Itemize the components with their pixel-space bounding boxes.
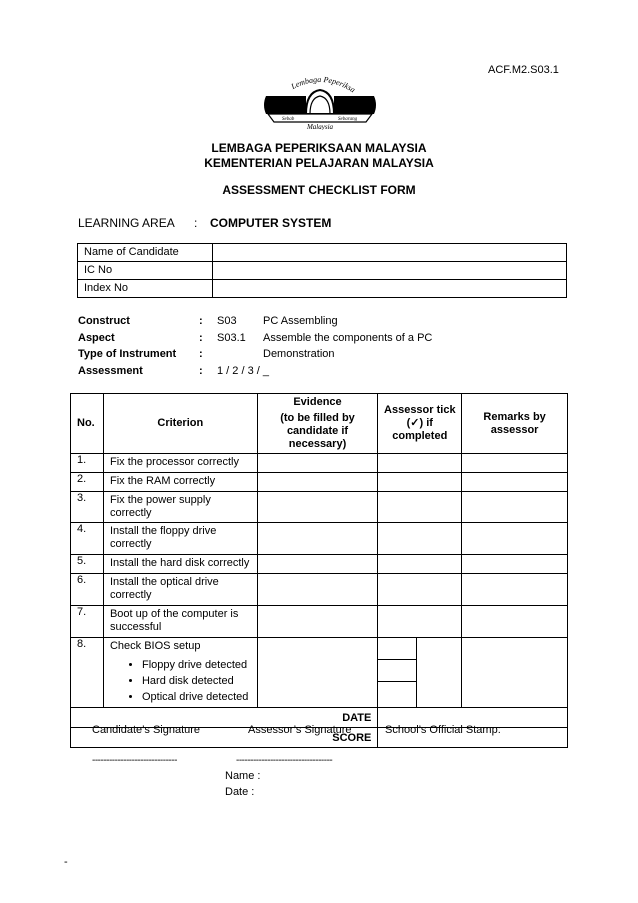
detail-aspect bbox=[0, 332, 638, 348]
detail-code: S03 bbox=[217, 315, 237, 327]
checklist-header-row bbox=[71, 394, 568, 454]
detail-value: PC Assembling bbox=[263, 315, 338, 327]
table-row bbox=[71, 492, 568, 523]
score-label: SCORE bbox=[71, 728, 378, 748]
header-assessor-tick: Assessor tick (✓) if completed bbox=[378, 394, 462, 454]
row-remarks-field[interactable] bbox=[462, 606, 568, 638]
detail-code: 1 / 2 / 3 / _ bbox=[217, 365, 269, 377]
candidate-name-row bbox=[78, 244, 567, 262]
detail-colon: : bbox=[199, 332, 203, 344]
bios-tick-optical[interactable] bbox=[378, 682, 417, 707]
header-evidence-title: Evidence bbox=[293, 396, 342, 408]
logo-top-text: Lembaga Peperiksa bbox=[289, 74, 357, 95]
row-criterion: Install the hard disk correctly bbox=[103, 555, 257, 574]
header-evidence-note: (to be filled by candidate if necessary) bbox=[280, 412, 355, 450]
learning-area-colon: : bbox=[194, 216, 198, 230]
table-row bbox=[71, 606, 568, 638]
row-criterion bbox=[103, 638, 257, 708]
svg-text:Lembaga Peperiksaan bbox=[262, 74, 357, 94]
form-title: ASSESSMENT CHECKLIST FORM bbox=[222, 183, 416, 197]
row-number: 6. bbox=[71, 574, 104, 606]
candidate-name-label: Name of Candidate bbox=[78, 244, 213, 262]
assessor-signature-label: Assessor’s Signature bbox=[248, 724, 352, 736]
row-number: 3. bbox=[71, 492, 104, 523]
detail-colon: : bbox=[199, 365, 203, 377]
bios-tick-cell bbox=[378, 638, 462, 708]
row-evidence-field[interactable] bbox=[257, 492, 378, 523]
row-remarks-field[interactable] bbox=[462, 492, 568, 523]
row-number: 1. bbox=[71, 454, 104, 473]
ic-no-label: IC No bbox=[78, 262, 213, 280]
table-row bbox=[71, 555, 568, 574]
row-number: 2. bbox=[71, 473, 104, 492]
candidate-signature-label: Candidate’s Signature bbox=[92, 724, 201, 736]
bios-subitem-list bbox=[110, 657, 251, 705]
row-number: 5. bbox=[71, 555, 104, 574]
org-name: LEMBAGA PEPERIKSAAN MALAYSIA bbox=[211, 141, 427, 155]
logo-left-text: Sebab bbox=[282, 117, 295, 122]
bios-criterion-label: Check BIOS setup bbox=[109, 640, 201, 652]
table-row-bios bbox=[71, 638, 568, 708]
row-evidence-field[interactable] bbox=[257, 473, 378, 492]
bios-subitem-floppy: • Floppy drive detected bbox=[142, 657, 251, 673]
detail-label: Assessment bbox=[78, 365, 143, 377]
candidate-signature-line[interactable]: ------------------------------ bbox=[92, 755, 177, 766]
row-number: 4. bbox=[71, 523, 104, 555]
detail-assessment bbox=[0, 365, 638, 381]
ic-no-row bbox=[78, 262, 567, 280]
assessor-signature-line[interactable]: ---------------------------------- bbox=[236, 755, 333, 766]
assessor-name-label: Name : bbox=[225, 770, 261, 782]
document-reference: ACF.M2.S03.1 bbox=[488, 64, 559, 76]
row-tick-field[interactable] bbox=[378, 473, 462, 492]
detail-label: Construct bbox=[78, 315, 130, 327]
row-evidence-field[interactable] bbox=[257, 523, 378, 555]
row-evidence-field[interactable] bbox=[257, 638, 378, 708]
header-evidence bbox=[257, 394, 378, 454]
row-tick-field[interactable] bbox=[378, 492, 462, 523]
row-criterion: Boot up of the computer is successful bbox=[103, 606, 257, 638]
row-evidence-field[interactable] bbox=[257, 555, 378, 574]
detail-value: Demonstration bbox=[263, 348, 335, 360]
row-number: 7. bbox=[71, 606, 104, 638]
table-row bbox=[71, 473, 568, 492]
bios-subitem-harddisk: • Hard disk detected bbox=[142, 673, 251, 689]
detail-colon: : bbox=[199, 315, 203, 327]
row-number: 8. bbox=[71, 638, 104, 708]
ic-no-field[interactable] bbox=[213, 262, 567, 280]
row-evidence-field[interactable] bbox=[257, 454, 378, 473]
row-tick-field[interactable] bbox=[378, 555, 462, 574]
row-remarks-field[interactable] bbox=[462, 574, 568, 606]
learning-area-label: LEARNING AREA bbox=[78, 216, 175, 230]
row-criterion: Fix the processor correctly bbox=[103, 454, 257, 473]
detail-label: Type of Instrument bbox=[78, 348, 177, 360]
row-tick-field[interactable] bbox=[378, 606, 462, 638]
row-evidence-field[interactable] bbox=[257, 606, 378, 638]
row-remarks-field[interactable] bbox=[462, 454, 568, 473]
learning-area-value: COMPUTER SYSTEM bbox=[210, 216, 332, 230]
row-evidence-field[interactable] bbox=[257, 574, 378, 606]
table-row bbox=[71, 574, 568, 606]
header-no: No. bbox=[71, 394, 104, 454]
row-remarks-field[interactable] bbox=[462, 555, 568, 574]
table-row bbox=[71, 523, 568, 555]
detail-value: Assemble the components of a PC bbox=[263, 332, 433, 344]
school-stamp-label: School’s Official Stamp: bbox=[385, 724, 501, 736]
row-criterion: Fix the power supply correctly bbox=[103, 492, 257, 523]
logo-right-text: Sebarang bbox=[338, 117, 358, 122]
row-tick-field[interactable] bbox=[378, 454, 462, 473]
bios-tick-floppy[interactable] bbox=[378, 638, 417, 660]
candidate-info-table bbox=[77, 243, 567, 298]
candidate-name-field[interactable] bbox=[213, 244, 567, 262]
detail-label: Aspect bbox=[78, 332, 115, 344]
index-no-label: Index No bbox=[78, 280, 213, 298]
logo-bottom-text: Malaysia bbox=[306, 123, 334, 130]
row-tick-field[interactable] bbox=[378, 523, 462, 555]
bell-emblem-icon bbox=[262, 74, 378, 130]
row-criterion: Fix the RAM correctly bbox=[103, 473, 257, 492]
bios-subitem-optical: • Optical drive detected bbox=[142, 689, 251, 705]
footer-mark: - bbox=[64, 856, 68, 868]
row-remarks-field[interactable] bbox=[462, 473, 568, 492]
detail-construct bbox=[0, 315, 638, 331]
table-row bbox=[71, 454, 568, 473]
assessor-date-label: Date : bbox=[225, 786, 255, 798]
row-remarks-field[interactable] bbox=[462, 638, 568, 708]
index-no-field[interactable] bbox=[213, 280, 567, 298]
detail-code: S03.1 bbox=[217, 332, 246, 344]
lembaga-logo bbox=[262, 74, 378, 130]
checklist-table bbox=[70, 393, 568, 748]
row-criterion: Install the floppy drive correctly bbox=[103, 523, 257, 555]
row-remarks-field[interactable] bbox=[462, 523, 568, 555]
index-no-row bbox=[78, 280, 567, 298]
date-label: DATE bbox=[71, 708, 378, 728]
detail-colon: : bbox=[199, 348, 203, 360]
header-criterion: Criterion bbox=[103, 394, 257, 454]
detail-instrument bbox=[0, 348, 638, 364]
ministry-name: KEMENTERIAN PELAJARAN MALAYSIA bbox=[204, 156, 434, 170]
bios-tick-harddisk[interactable] bbox=[378, 660, 417, 682]
header-remarks: Remarks by assessor bbox=[462, 394, 568, 454]
row-tick-field[interactable] bbox=[378, 574, 462, 606]
row-criterion: Install the optical drive correctly bbox=[103, 574, 257, 606]
